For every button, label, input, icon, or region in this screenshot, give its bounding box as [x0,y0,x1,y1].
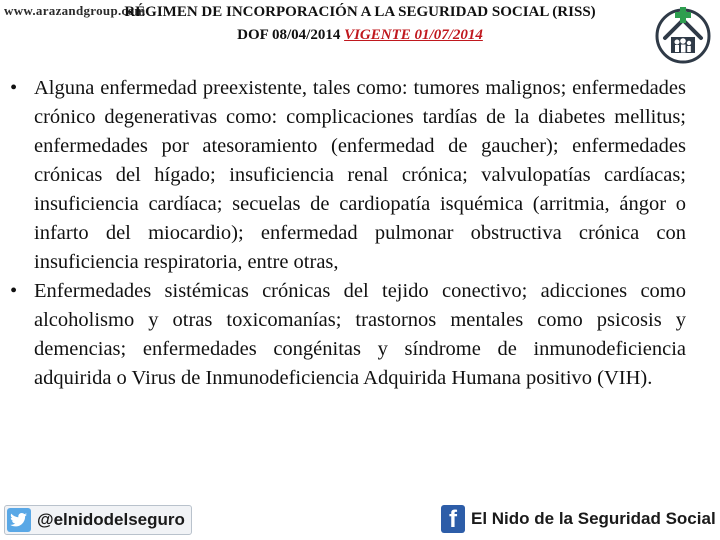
twitter-handle: @elnidodelseguro [37,510,185,529]
facebook-badge[interactable] [441,505,717,533]
bullet-text: Enfermedades sistémicas crónicas del tejido conectivo; adicciones como alcoholismo y otras toxicomanías; trastornos mentales como psicosis y demencias; enfermedades congénitas y síndrome de inmunodeficiencia adquirida o Virus de Inmunodeficiencia Adquirida Humana positivo (VIH). [34,280,686,389]
page-title: RÉGIMEN DE INCORPORACIÓN A LA SEGURIDAD SOCIAL (RISS) [124,4,596,20]
list-item [10,74,686,277]
watermark-url: www.arazandgroup.com [4,3,146,18]
vigente-date: VIGENTE 01/07/2014 [344,27,483,43]
bullet-dot: • [10,77,18,99]
house-family-logo-icon [652,4,714,64]
bullet-dot: • [10,280,18,302]
footer-banner [0,496,720,540]
facebook-icon: f [441,505,465,533]
twitter-bird-icon [7,508,31,532]
bullet-text: Alguna enfermedad preexistente, tales como: tumores malignos; enfermedades crónico degenerativas como: complicaciones tardías de la diabetes mellitus; enfermedades por atesoramiento (enfermedad de gaucher); enfermedades crónicas del hígado; insuficiencia renal crónica; valvulopatías cardíacas; insuficiencia cardíaca; secuelas de cardiopatía isquémica (arritmia, ángor o infarto del miocardio); enfermedad pulmonar obstructiva crónica con insuficiencia respiratoria, entre otras, [34,77,686,273]
page-subtitle [0,27,720,44]
facebook-page-name: El Nido de la Seguridad Social [471,509,716,528]
bullet-list [10,74,686,393]
twitter-badge[interactable] [4,505,192,535]
dof-date: DOF 08/04/2014 [237,27,341,43]
list-item [10,277,686,393]
